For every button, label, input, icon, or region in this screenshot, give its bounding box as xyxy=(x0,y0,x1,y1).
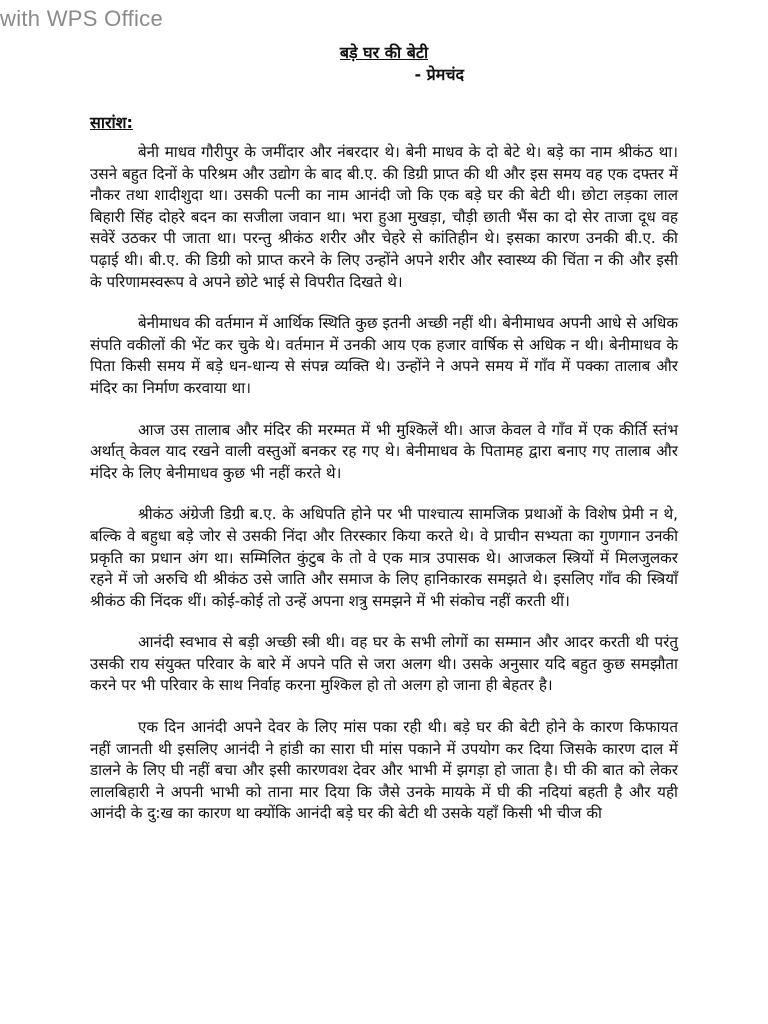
paragraph-2: बेनीमाधव की वर्तमान में आर्थिक स्थिति कुछ इतनी अच्छी नहीं थी। बेनीमाधव अपनी आधे से अधिक संपति वकीलों की भेंट कर चुके थे। वर्तमान में उनकी आय एक हजार वार्षिक से अधिक न थी। बेनीमाधव के पिता किसी समय में बड़े धन-धान्य से संपन्न व्यक्ति थे। उन्होंने ने अपने समय में गाँव में पक्का तालाब और मंदिर का निर्माण करवाया था। xyxy=(90,314,678,397)
wps-watermark: with WPS Office xyxy=(0,6,164,31)
document-title: बड़े घर की बेटी xyxy=(339,43,429,62)
paragraph-3: आज उस तालाब और मंदिर की मरम्मत में भी मुश्किलें थी। आज केवल वे गाँव में एक कीर्ति स्तंभ अर्थात् केवल याद रखने वाली वस्तुओं बनकर रह गए थे। बेनीमाधव के पितामह द्वारा बनाए गए तालाब और मंदिर के लिए बेनीमाधव कुछ भी नहीं करते थे। xyxy=(90,420,678,482)
document-page xyxy=(90,42,678,845)
paragraph-5: आनंदी स्वभाव से बड़ी अच्छी स्त्री थी। वह घर के सभी लोगों का सम्मान और आदर करती थी परंतु उसकी राय संयुक्त परिवार के बारे में अपने पति से जरा अलग थी। उसके अनुसार यदि बहुत कुछ समझौता करने पर भी परिवार के साथ निर्वाह करना मुश्किल हो तो अलग हो जाना ही बेहतर है। xyxy=(90,633,678,695)
paragraph-6: एक दिन आनंदी अपने देवर के लिए मांस पका रही थी। बड़े घर की बेटी होने के कारण किफायत नहीं जानती थी इसलिए आनंदी ने हांडी का सारा घी मांस पकाने में उपयोग कर दिया जिसके कारण दाल में डालने के लिए घी नहीं बचा और इसी कारणवश देवर और भाभी में झगड़ा हो जाता है। घी की बात को लेकर लालबिहारी ने अपनी भाभी को ताना मार दिया कि जैसे उनके मायके में घी की नदियां बहती है और यही आनंदी के दु:ख का कारण था क्योंकि आनंदी बड़े घर की बेटी थी उसके यहाँ किसी भी चीज की xyxy=(90,718,678,823)
summary-heading: सारांश: xyxy=(90,113,133,132)
paragraph-4: श्रीकंठ अंग्रेजी डिग्री ब.ए. के अधिपति होने पर भी पाश्चात्य सामजिक प्रथाओं के विशेष प्रेमी न थे, बल्कि वे बहुधा बड़े जोर से उसकी निंदा और तिरस्कार किया करते थे। वे प्राचीन सभ्यता का गुणगान उनकी प्रकृति का प्रधान अंग था। सम्मिलित कुंटुब के तो वे एक मात्र उपासक थे। आजकल स्त्रियों में मिलजुलकर रहने में जो अरुचि थी श्रीकंठ उसे जाति और समाज के लिए हानिकारक समझते थे। इसलिए गाँव की स्त्रियाँ श्रीकंठ की निंदक थीं। कोई-कोई तो उन्हें अपना शत्रु समझने में भी संकोच नहीं करती थीं। xyxy=(90,505,678,610)
document-author: - प्रेमचंद xyxy=(414,65,464,84)
paragraph-1: बेनी माधव गौरीपुर के जमींदार और नंबरदार थे। बेनी माधव के दो बेटे थे। बड़े का नाम श्रीकंठ था। उसने बहुत दिनों के परिश्रम और उद्योग के बाद बी.ए. की डिग्री प्राप्त की थी और इस समय वह एक दफ्तर में नौकर तथा शादीशुदा था। उसकी पत्नी का नाम आनंदी जो कि एक बड़े घर की बेटी थी। छोटा लड़का लाल बिहारी सिंह दोहरे बदन का सजीला जवान था। भरा हुआ मुखड़ा, चौड़ी छाती भैंस का दो सेर ताजा दूध वह सवेरें उठकर पी जाता था। परन्तु श्रीकंठ शरीर और चेहरे से कांतिहीन थे। इसका कारण उनकी बी.ए. की पढ़ाई थी। बी.ए. की डिग्री को प्राप्त करने के लिए उन्होंने अपने शरीर और स्वास्थ्य की चिंता न की और इसी के परिणामस्वरूप वे अपने छोटे भाई से विपरीत दिखते थे। xyxy=(90,143,678,291)
